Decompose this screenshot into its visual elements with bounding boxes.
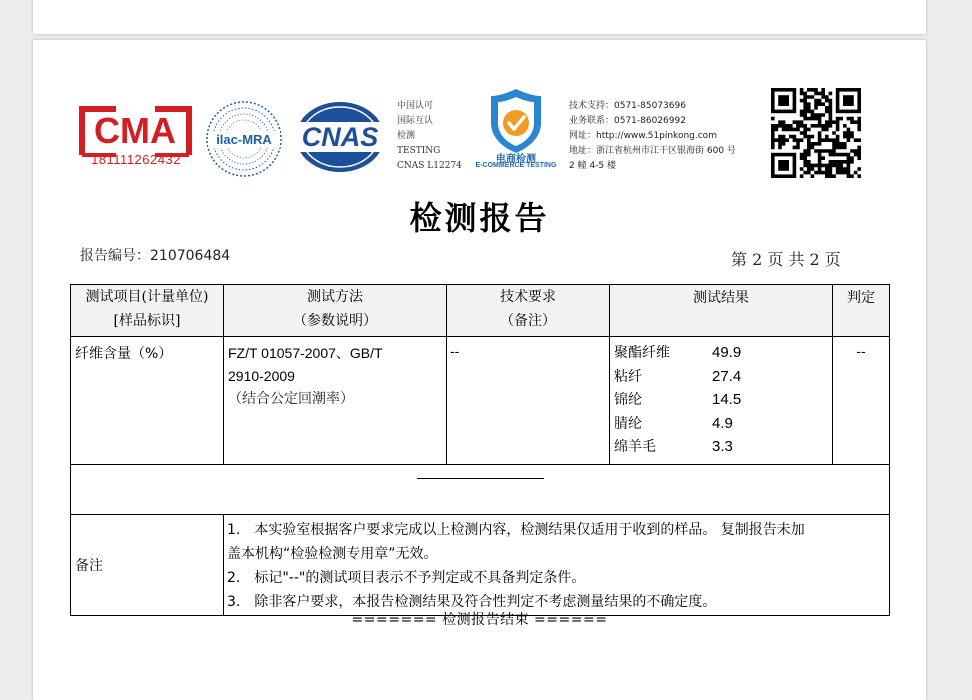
results-table [70, 284, 890, 616]
header-result: 测试结果 [610, 285, 833, 337]
report-page [33, 40, 926, 700]
ilac-mra-logo-icon [205, 100, 283, 178]
ecommerce-logo-en: E-COMMERCE TESTING [475, 162, 557, 169]
previous-page [33, 0, 926, 34]
contact-info [569, 99, 736, 174]
note-line: 3. 除非客户要求，本报告检测结果及符合性判定不考虑测量结果的不确定度。 [227, 594, 717, 610]
ecommerce-logo-cn: 电商检测 [496, 154, 536, 165]
table-row [71, 337, 890, 465]
website: 网址：http://www.51pinkong.com [569, 131, 717, 141]
tech-support-phone: 技术支持：0571-85073696 [569, 101, 686, 111]
cert-line: 国际互认 [397, 116, 434, 126]
accreditation-text [397, 99, 462, 174]
report-title: 检测报告 [409, 199, 550, 237]
note-line: 1. 本实验室根据客户要求完成以上检测内容，检测结果仅适用于收到的样品。 复制报告未加 [227, 522, 805, 538]
ilac-letters: ilac-MRA [216, 132, 272, 147]
report-end-marker: ======= 检测报告结束 ====== [351, 612, 608, 628]
cert-line: CNAS L12274 [397, 161, 462, 171]
notes-row [71, 515, 890, 616]
notes-label: 备注 [71, 515, 224, 616]
test-item: 纤维含量（%） [71, 337, 224, 465]
cnas-logo-icon [292, 98, 390, 176]
judgement: -- [833, 337, 890, 465]
separator-row [71, 465, 890, 515]
cert-line: 中国认可 [397, 101, 434, 111]
cnas-letters: CNAS [301, 122, 379, 152]
note-line: 盖本机构“检验检测专用章”无效。 [227, 546, 438, 562]
report-number: 报告编号：210706484 [80, 248, 231, 264]
address-line: 2 幢 4-5 楼 [569, 161, 617, 171]
requirement: -- [447, 337, 610, 465]
business-phone: 业务联系：0571-86026992 [569, 116, 686, 126]
header-requirement: 技术要求 （备注） [447, 285, 610, 337]
header-judge: 判定 [833, 285, 890, 337]
header-test-item: 测试项目(计量单位) [样品标识] [71, 285, 224, 337]
result-line: 绵羊毛 3.3 [614, 438, 733, 455]
cert-line: TESTING [397, 146, 441, 156]
separator-line [417, 478, 544, 479]
cma-letters: CMA [94, 110, 176, 151]
page-indicator: 第 2 页 共 2 页 [731, 250, 841, 269]
result-line: 腈纶 4.9 [614, 414, 733, 432]
header-test-method: 测试方法 （参数说明） [224, 285, 447, 337]
table-header-row [71, 285, 890, 337]
result-line: 聚酯纤维 49.9 [614, 344, 742, 361]
cma-number: 181111262432 [91, 152, 181, 167]
result-line: 粘纤 27.4 [614, 367, 742, 385]
test-results [610, 337, 833, 465]
notes-content [224, 515, 890, 616]
note-line: 2. 标记"--"的测试项目表示不予判定或不具备判定条件。 [227, 570, 586, 586]
address-line: 地址：浙江省杭州市江干区银海街 600 号 [569, 146, 736, 156]
qr-code-icon [771, 88, 861, 178]
test-method: FZ/T 01057-2007、GB/T 2910-2009 （结合公定回潮率） [224, 337, 447, 465]
result-line: 锦纶 14.5 [614, 391, 742, 408]
cert-line: 检测 [397, 131, 416, 141]
